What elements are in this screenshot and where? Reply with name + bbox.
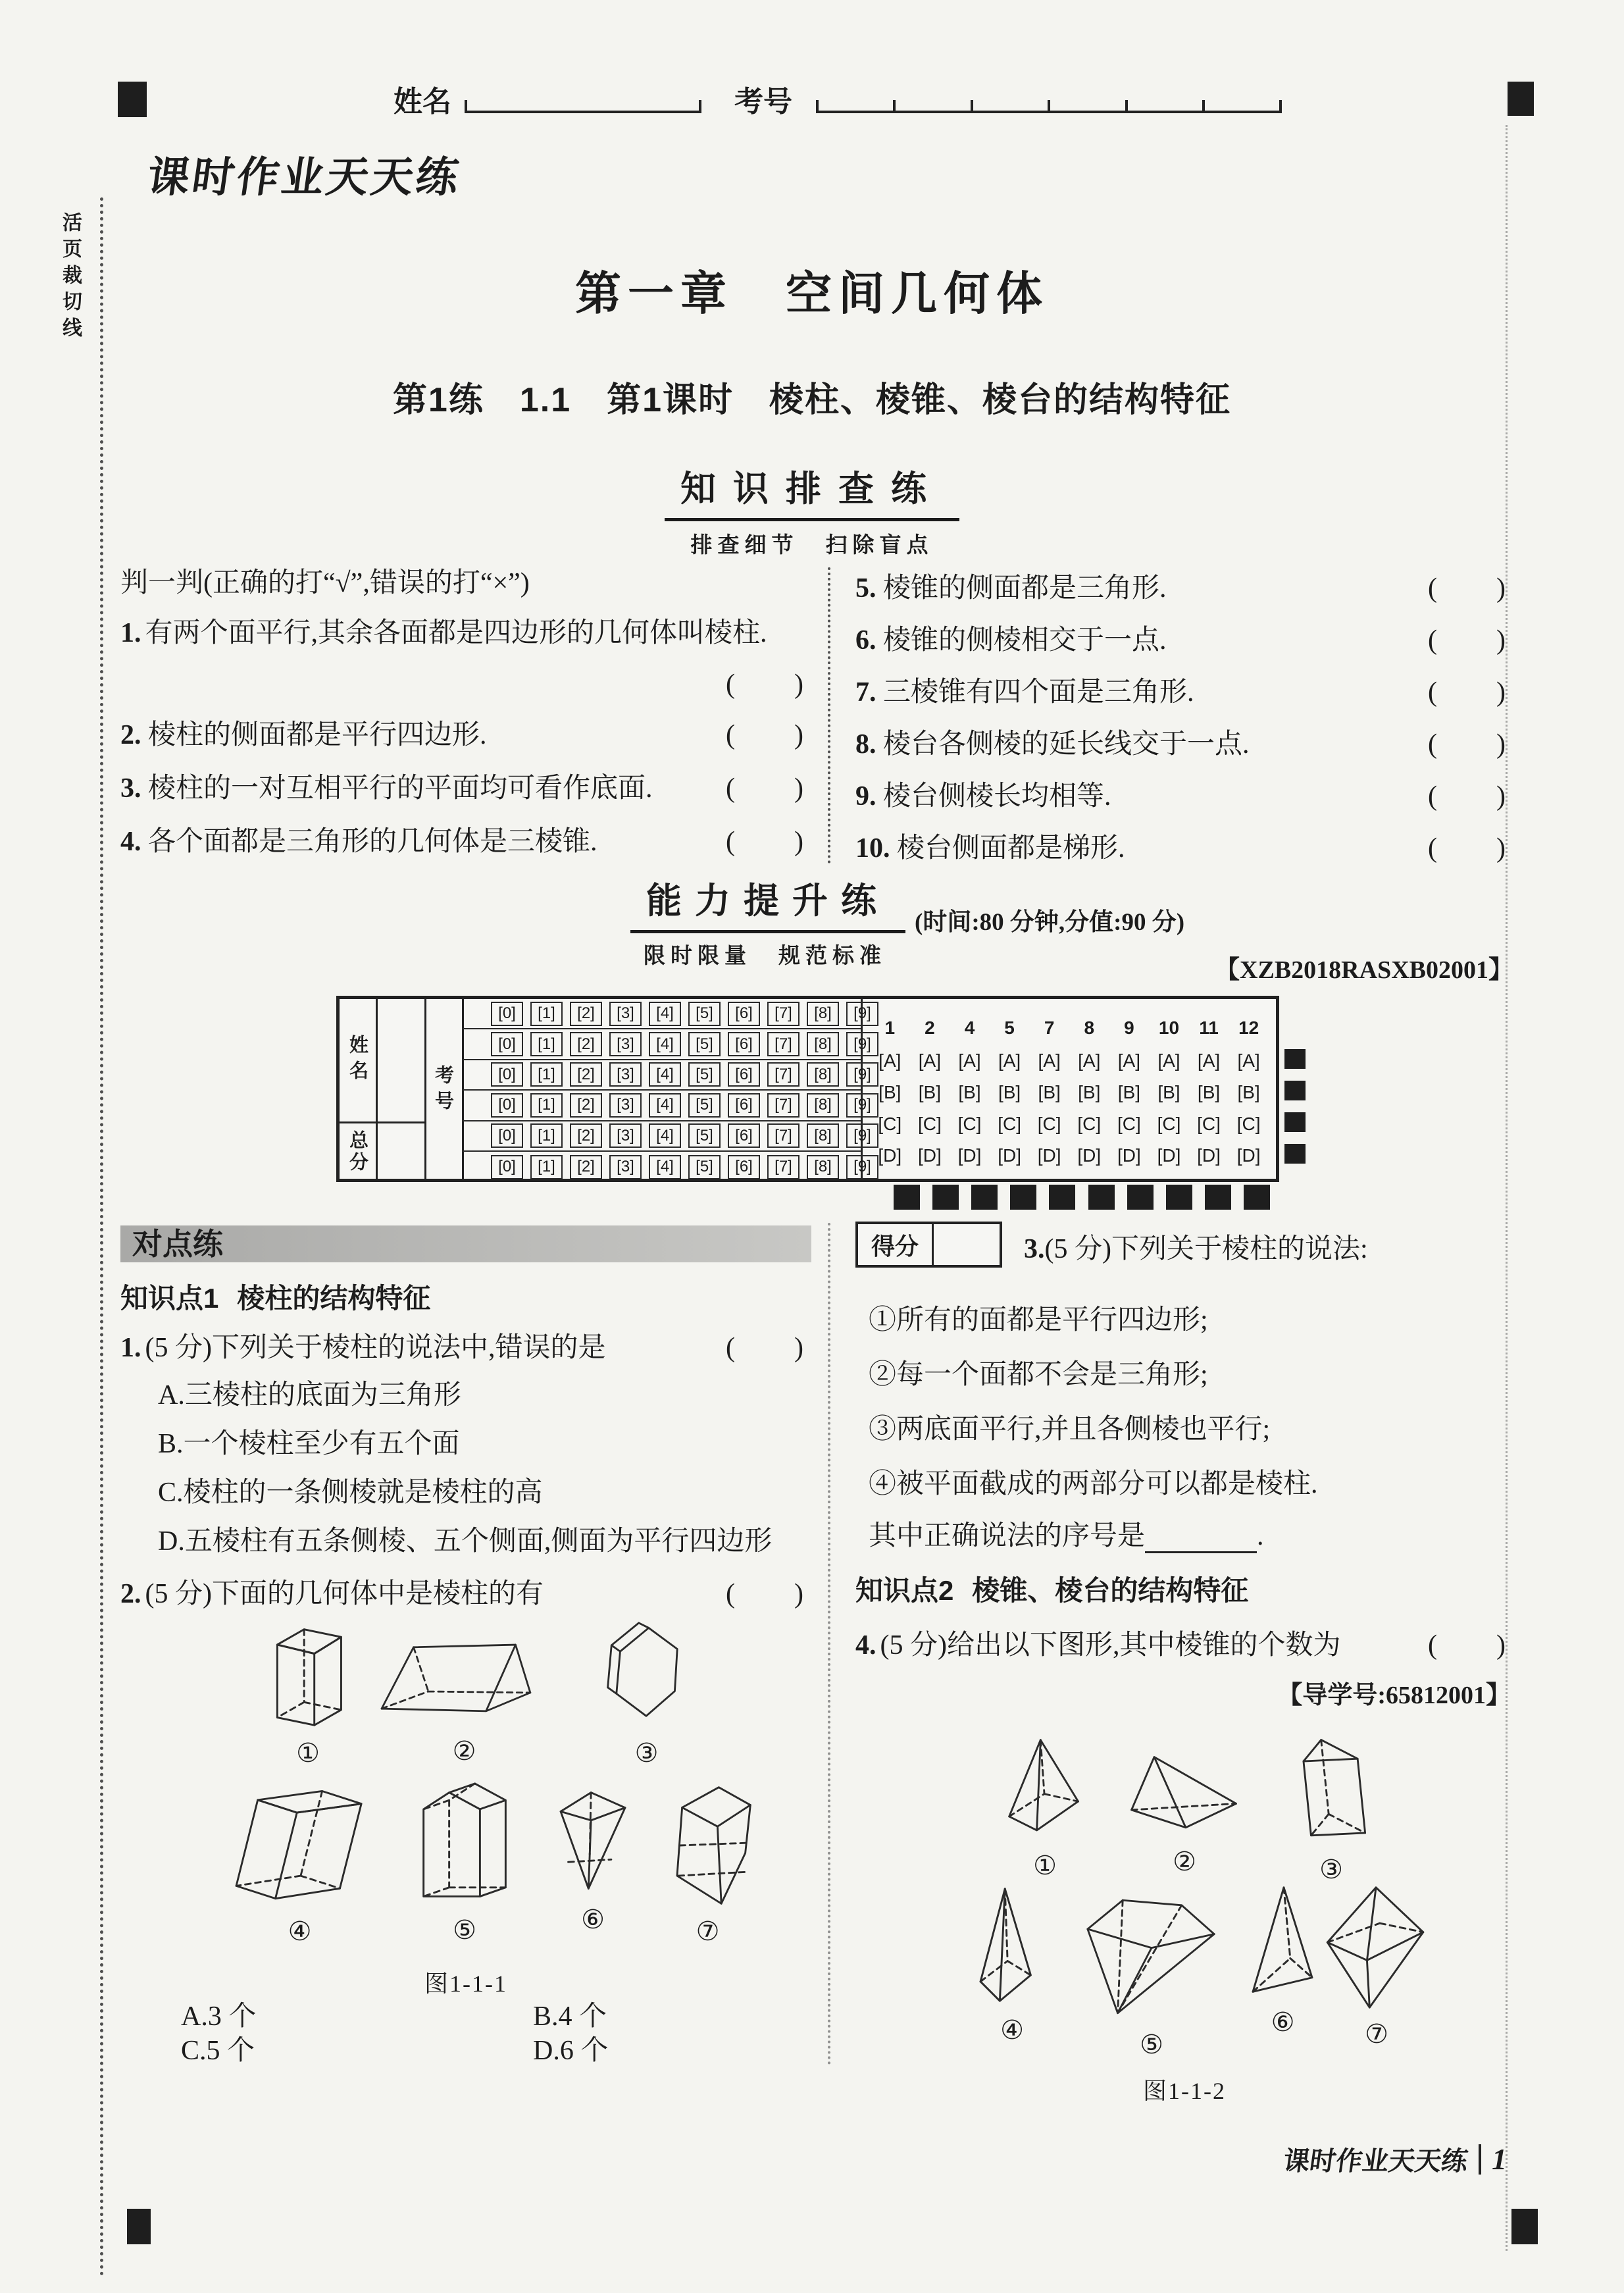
answer-bracket[interactable]: ( ) bbox=[726, 669, 805, 700]
digit-bubble[interactable]: [9] bbox=[846, 1032, 878, 1056]
section1-subtitle: 排查细节 扫除盲点 bbox=[690, 534, 934, 557]
score-value-cell[interactable] bbox=[934, 1224, 1000, 1265]
option-bubble-c[interactable]: [C] bbox=[918, 1114, 942, 1134]
option-bubble-d[interactable]: [D] bbox=[1157, 1145, 1181, 1166]
timing-mark bbox=[1284, 1049, 1306, 1069]
digit-bubble[interactable]: [9] bbox=[846, 1155, 878, 1179]
figure-1-caption: 图1-1-1 bbox=[424, 1971, 507, 1997]
question-number: 10 bbox=[1158, 1018, 1180, 1038]
digit-bubble[interactable]: [0] bbox=[491, 1032, 523, 1056]
question-number: 4 bbox=[964, 1018, 975, 1038]
digit-bubble[interactable]: [1] bbox=[530, 1062, 563, 1087]
tf-question: 7. 三棱锥有四个面是三角形. ( ) bbox=[855, 670, 1507, 722]
question-number: 11 bbox=[1199, 1018, 1219, 1038]
question-2: 2. (5 分)下面的几何体中是棱柱的有 ( ) bbox=[120, 1572, 805, 1611]
digit-bubble[interactable]: [5] bbox=[688, 1093, 721, 1118]
tf-question: 2. 棱柱的侧面都是平行四边形. ( ) bbox=[120, 713, 805, 766]
digit-bubble[interactable]: [0] bbox=[491, 1062, 523, 1087]
figure-label: ④ bbox=[288, 1917, 312, 1946]
figure-group-1 bbox=[120, 1618, 811, 1996]
option-bubble-b[interactable]: [B] bbox=[918, 1082, 941, 1102]
answer-bracket[interactable]: ( ) bbox=[726, 773, 805, 804]
duidian-bar bbox=[120, 1225, 811, 1262]
name-input-line[interactable] bbox=[465, 84, 701, 113]
digit-bubble[interactable]: [7] bbox=[767, 1155, 799, 1179]
footer-divider bbox=[1479, 2144, 1481, 2175]
tf-question: 10. 棱台侧面都是梯形. ( ) bbox=[855, 826, 1507, 878]
section2-subtitle: 限时限量 规范标准 bbox=[644, 944, 886, 968]
digit-bubble[interactable]: [2] bbox=[570, 1062, 602, 1087]
registration-mark bbox=[118, 82, 147, 117]
figure-label: ⑤ bbox=[1140, 2030, 1163, 2059]
option-bubble-c[interactable]: [C] bbox=[1077, 1114, 1102, 1134]
digit-bubble[interactable]: [7] bbox=[767, 1032, 799, 1056]
digit-bubble[interactable]: [7] bbox=[767, 1002, 799, 1026]
question-number: 5 bbox=[1004, 1018, 1015, 1038]
option[interactable]: C.5 个 bbox=[181, 2036, 255, 2066]
figure-triangular-prism-lying bbox=[367, 1636, 561, 1766]
option-bubble-b[interactable]: [B] bbox=[1117, 1082, 1140, 1102]
option-bubble-d[interactable]: [D] bbox=[1117, 1145, 1141, 1166]
question-2-options bbox=[120, 1994, 811, 2066]
tf-list-left bbox=[120, 713, 805, 873]
figure-label: ⑥ bbox=[581, 1905, 605, 1934]
sheet-name-label: 姓名 bbox=[347, 1035, 368, 1086]
exam-no-label: 考号 bbox=[734, 86, 792, 118]
digit-bubble[interactable]: [1] bbox=[530, 1155, 563, 1179]
lesson-title: 第1练 1.1 第1课时 棱柱、棱锥、棱台的结构特征 bbox=[392, 381, 1232, 419]
figure-label: ⑦ bbox=[1365, 2019, 1388, 2049]
name-label: 姓名 bbox=[393, 86, 451, 118]
figure-label: ④ bbox=[1000, 2015, 1024, 2045]
tf-question: 9. 棱台侧棱长均相等. ( ) bbox=[855, 774, 1507, 826]
figure-label: ⑤ bbox=[453, 1915, 476, 1945]
tf-question: 4. 各个面都是三角形的几何体是三棱锥. ( ) bbox=[120, 819, 805, 873]
option-bubble-a[interactable]: [A] bbox=[998, 1050, 1021, 1071]
digit-bubble[interactable]: [6] bbox=[728, 1155, 760, 1179]
digit-bubble[interactable]: [8] bbox=[807, 1062, 839, 1087]
column-divider bbox=[828, 1223, 830, 2065]
option-bubble-a[interactable]: [A] bbox=[1078, 1050, 1101, 1071]
digit-bubble[interactable]: [2] bbox=[570, 1002, 602, 1026]
digit-bubble[interactable]: [8] bbox=[807, 1123, 839, 1148]
digit-bubble[interactable]: [4] bbox=[649, 1002, 681, 1026]
choice-zone bbox=[861, 999, 1279, 1182]
digit-bubble[interactable]: [1] bbox=[530, 1123, 563, 1148]
digit-bubble[interactable]: [2] bbox=[570, 1093, 602, 1118]
timing-mark bbox=[1284, 1112, 1306, 1132]
answer-bracket[interactable]: ( ) bbox=[1428, 1630, 1507, 1661]
digit-bubble[interactable]: [6] bbox=[728, 1062, 760, 1087]
option-row-d bbox=[870, 1145, 1269, 1166]
answer-bracket[interactable]: ( ) bbox=[1428, 729, 1507, 760]
timing-mark bbox=[1284, 1081, 1306, 1100]
figure-irregular-solid bbox=[657, 1782, 759, 1947]
question-number: 12 bbox=[1238, 1018, 1259, 1038]
footer-brand: 课时作业天天练 bbox=[1281, 2147, 1470, 2176]
option-bubble-a[interactable]: [A] bbox=[1237, 1050, 1260, 1071]
answer-bracket[interactable]: ( ) bbox=[1428, 781, 1507, 812]
tf-question: 8. 棱台各侧棱的延长线交于一点. ( ) bbox=[855, 722, 1507, 774]
digit-bubble[interactable]: [8] bbox=[807, 1032, 839, 1056]
section1-header bbox=[0, 461, 1624, 559]
answer-bracket[interactable]: ( ) bbox=[1428, 833, 1507, 863]
tf-question: 3. 棱柱的一对互相平行的平面均可看作底面. ( ) bbox=[120, 766, 805, 819]
option-bubble-a[interactable]: [A] bbox=[1157, 1050, 1180, 1071]
option-row-b bbox=[870, 1082, 1269, 1103]
option-bubble-a[interactable]: [A] bbox=[958, 1050, 981, 1071]
figure-hexagonal-prism bbox=[596, 1622, 698, 1768]
option-bubble-d[interactable]: [D] bbox=[1197, 1145, 1221, 1166]
digit-bubble[interactable]: [4] bbox=[649, 1155, 681, 1179]
figure-octahedron bbox=[1317, 1884, 1436, 2049]
statement: ④被平面截成的两部分可以都是棱柱. bbox=[869, 1469, 1318, 1499]
option-bubble-c[interactable]: [C] bbox=[957, 1114, 982, 1134]
digit-bubble[interactable]: [6] bbox=[728, 1032, 760, 1056]
sheet-total-label: 总分 bbox=[347, 1130, 368, 1173]
brand-title: 课时作业天天练 bbox=[144, 153, 465, 201]
answer-bracket[interactable]: ( ) bbox=[726, 827, 805, 857]
digit-bubble[interactable]: [1] bbox=[530, 1032, 563, 1056]
digit-bubble[interactable]: [0] bbox=[491, 1123, 523, 1148]
knowledge-point-2: 知识点2 棱锥、棱台的结构特征 bbox=[855, 1575, 1249, 1606]
figure-label: ② bbox=[452, 1736, 476, 1766]
figure-label: ⑥ bbox=[1271, 2007, 1295, 2037]
figure-inverted-pyramid bbox=[547, 1786, 639, 1935]
digit-bubble[interactable]: [6] bbox=[728, 1123, 760, 1148]
question-number-row bbox=[870, 1018, 1269, 1039]
answer-bracket[interactable]: ( ) bbox=[1428, 677, 1507, 708]
digit-bubble[interactable]: [1] bbox=[530, 1002, 563, 1026]
question-number: 9 bbox=[1124, 1018, 1134, 1038]
figure-group-2 bbox=[855, 1727, 1513, 2115]
answer-bracket[interactable]: ( ) bbox=[1428, 573, 1507, 604]
digit-bubble[interactable]: [3] bbox=[609, 1123, 642, 1148]
figure-label: ⑦ bbox=[696, 1917, 720, 1946]
digit-bubble[interactable]: [9] bbox=[846, 1123, 878, 1148]
option-bubble-c[interactable]: [C] bbox=[1037, 1114, 1061, 1134]
answer-blank[interactable] bbox=[1145, 1525, 1257, 1553]
statement: ③两底面平行,并且各侧棱也平行; bbox=[869, 1414, 1271, 1445]
figure-prism-tilted bbox=[1282, 1734, 1381, 1885]
option-bubble-c[interactable]: [C] bbox=[1117, 1114, 1141, 1134]
option[interactable]: D.6 个 bbox=[533, 2036, 609, 2066]
figure-label: ① bbox=[1033, 1851, 1057, 1880]
digit-bubble[interactable]: [3] bbox=[609, 1032, 642, 1056]
page-number: 1 bbox=[1492, 2142, 1507, 2176]
option-bubble-d[interactable]: [D] bbox=[1037, 1145, 1061, 1166]
question-number: 7 bbox=[1044, 1018, 1055, 1038]
digit-bubble[interactable]: [0] bbox=[491, 1002, 523, 1026]
question-1: 1. (5 分)下列关于棱柱的说法中,错误的是 ( ) bbox=[120, 1326, 805, 1365]
score-box bbox=[855, 1222, 1002, 1268]
option-bubble-c[interactable]: [C] bbox=[878, 1114, 902, 1134]
sheet-exam-label: 考号 bbox=[432, 1065, 453, 1116]
digit-bubble[interactable]: [1] bbox=[530, 1093, 563, 1118]
digit-bubble[interactable]: [6] bbox=[728, 1002, 760, 1026]
digit-bubble[interactable]: [7] bbox=[767, 1123, 799, 1148]
option-row-c bbox=[870, 1114, 1269, 1135]
digit-bubble[interactable]: [3] bbox=[609, 1155, 642, 1179]
figure-label: ③ bbox=[634, 1738, 659, 1768]
option-bubble-d[interactable]: [D] bbox=[918, 1145, 942, 1166]
option-bubble-a[interactable]: [A] bbox=[1117, 1050, 1140, 1071]
chapter-title: 第一章 空间几何体 bbox=[575, 268, 1049, 319]
option-bubble-a[interactable]: [A] bbox=[1038, 1050, 1061, 1071]
digit-bubble[interactable]: [5] bbox=[688, 1123, 721, 1148]
timing-mark-row bbox=[894, 1185, 1270, 1210]
question-number: 1 bbox=[884, 1018, 896, 1038]
column-divider bbox=[828, 567, 830, 863]
tf-question-1: 1. 有两个面平行,其余各面都是四边形的几何体叫棱柱. bbox=[120, 618, 767, 648]
option-bubble-b[interactable]: [B] bbox=[998, 1082, 1021, 1102]
option-row-a bbox=[870, 1050, 1269, 1071]
figure-label: ② bbox=[1173, 1847, 1196, 1876]
digit-bubble[interactable]: [4] bbox=[649, 1093, 681, 1118]
section1-title: 知识排查练 bbox=[665, 461, 959, 521]
digit-bubble[interactable]: [7] bbox=[767, 1062, 799, 1087]
sheet-name-cell[interactable] bbox=[376, 999, 424, 1182]
time-score-note: (时间:80 分钟,分值:90 分) bbox=[915, 909, 1185, 936]
option[interactable]: D.五棱柱有五条侧棱、五个侧面,侧面为平行四边形 bbox=[158, 1526, 773, 1557]
digit-bubble[interactable]: [9] bbox=[846, 1062, 878, 1087]
section2-title: 能力提升练 bbox=[630, 873, 905, 933]
question-3-statements bbox=[869, 1298, 1507, 1516]
option-bubble-b[interactable]: [B] bbox=[1157, 1082, 1180, 1102]
figure-pyramid-pentagon-inverted bbox=[1076, 1890, 1227, 2060]
figure-cuboid bbox=[259, 1622, 357, 1768]
question-3: 3.(5 分)下列关于棱柱的说法: bbox=[1024, 1234, 1368, 1264]
option[interactable]: B.4 个 bbox=[533, 2001, 607, 2032]
digit-bubble[interactable]: [2] bbox=[570, 1032, 602, 1056]
figure-pyramid-tall bbox=[999, 1736, 1091, 1881]
option-bubble-b[interactable]: [B] bbox=[878, 1082, 901, 1102]
option-bubble-a[interactable]: [A] bbox=[918, 1050, 941, 1071]
digit-bubble[interactable]: [9] bbox=[846, 1002, 878, 1026]
timing-mark bbox=[1284, 1144, 1306, 1164]
option-bubble-c[interactable]: [C] bbox=[1197, 1114, 1221, 1134]
digit-bubble[interactable]: [3] bbox=[609, 1062, 642, 1087]
digit-bubble[interactable]: [8] bbox=[807, 1093, 839, 1118]
figure-label: ① bbox=[296, 1738, 320, 1768]
option-bubble-c[interactable]: [C] bbox=[1236, 1114, 1261, 1134]
option[interactable]: C.棱柱的一条侧棱就是棱柱的高 bbox=[158, 1478, 543, 1508]
omr-answer-sheet bbox=[336, 996, 1279, 1182]
option[interactable]: B.一个棱柱至少有五个面 bbox=[158, 1429, 460, 1459]
option[interactable]: A.3 个 bbox=[181, 2001, 257, 2032]
digit-bubble[interactable]: [8] bbox=[807, 1002, 839, 1026]
answer-bracket[interactable]: ( ) bbox=[1428, 625, 1507, 656]
option-bubble-d[interactable]: [D] bbox=[878, 1145, 902, 1166]
digit-bubble[interactable]: [6] bbox=[728, 1093, 760, 1118]
option-bubble-d[interactable]: [D] bbox=[1236, 1145, 1261, 1166]
figure-tetrahedron-narrow bbox=[1245, 1884, 1321, 2038]
option[interactable]: A.三棱柱的底面为三角形 bbox=[158, 1380, 461, 1410]
digit-bubble[interactable]: [3] bbox=[609, 1093, 642, 1118]
question-number: 2 bbox=[925, 1018, 935, 1038]
figure-tetrahedron-lying bbox=[1122, 1751, 1247, 1877]
score-label: 得分 bbox=[858, 1224, 934, 1265]
answer-bracket[interactable]: ( ) bbox=[726, 720, 805, 750]
registration-mark bbox=[1511, 2209, 1538, 2244]
digit-bubble[interactable]: [3] bbox=[609, 1002, 642, 1026]
digit-bubble[interactable]: [4] bbox=[649, 1123, 681, 1148]
answer-bracket[interactable]: ( ) bbox=[726, 1579, 805, 1609]
figure-label: ③ bbox=[1319, 1855, 1343, 1884]
registration-mark bbox=[1508, 82, 1534, 116]
option-bubble-b[interactable]: [B] bbox=[1078, 1082, 1101, 1102]
question-1-options bbox=[158, 1373, 809, 1568]
option-bubble-a[interactable]: [A] bbox=[1197, 1050, 1221, 1071]
page-footer bbox=[1053, 2140, 1507, 2178]
option-bubble-a[interactable]: [A] bbox=[878, 1050, 901, 1071]
figure-oblique-prism bbox=[222, 1782, 377, 1947]
option-bubble-b[interactable]: [B] bbox=[1237, 1082, 1260, 1102]
paper-code: 【XZB2018RASXB02001】 bbox=[1215, 956, 1513, 984]
digit-bubble[interactable]: [9] bbox=[846, 1093, 878, 1118]
digit-bubble[interactable]: [8] bbox=[807, 1155, 839, 1179]
question-3-answer-line: 其中正确说法的序号是 . bbox=[869, 1514, 1264, 1553]
cut-line-label: 活页裁切线 bbox=[59, 212, 81, 344]
digit-bubble[interactable]: [2] bbox=[570, 1123, 602, 1148]
question-4: 4. (5 分)给出以下图形,其中棱锥的个数为 ( ) bbox=[855, 1623, 1507, 1662]
exam-number-digit-grid bbox=[462, 999, 871, 1182]
intro-line: 判一判(正确的打“√”,错误的打“×”) bbox=[120, 568, 530, 598]
figure-pyramid-narrow bbox=[973, 1885, 1052, 2046]
duidian-label: 对点练 bbox=[132, 1227, 223, 1261]
statement: ①所有的面都是平行四边形; bbox=[869, 1305, 1208, 1335]
digit-bubble[interactable]: [7] bbox=[767, 1093, 799, 1118]
option-bubble-c[interactable]: [C] bbox=[998, 1114, 1021, 1134]
exam-no-input-line[interactable] bbox=[816, 84, 1282, 113]
question-number: 8 bbox=[1084, 1018, 1095, 1038]
knowledge-point-1: 知识点1 棱柱的结构特征 bbox=[120, 1283, 431, 1314]
tf-question: 5. 棱锥的侧面都是三角形. ( ) bbox=[855, 566, 1507, 618]
tf-question: 6. 棱锥的侧棱相交于一点. ( ) bbox=[855, 618, 1507, 670]
option-bubble-b[interactable]: [B] bbox=[958, 1082, 981, 1102]
digit-bubble[interactable]: [5] bbox=[688, 1032, 721, 1056]
digit-bubble[interactable]: [5] bbox=[688, 1062, 721, 1087]
option-bubble-c[interactable]: [C] bbox=[1157, 1114, 1181, 1134]
option-bubble-d[interactable]: [D] bbox=[1077, 1145, 1102, 1166]
answer-bracket[interactable]: ( ) bbox=[726, 1333, 805, 1363]
digit-bubble[interactable]: [0] bbox=[491, 1155, 523, 1179]
registration-mark bbox=[127, 2209, 151, 2244]
figure-2-caption: 图1-1-2 bbox=[1143, 2078, 1226, 2104]
digit-bubble[interactable]: [0] bbox=[491, 1093, 523, 1118]
digit-bubble[interactable]: [5] bbox=[688, 1002, 721, 1026]
section2-header bbox=[630, 873, 905, 969]
statement: ②每一个面都不会是三角形; bbox=[869, 1360, 1208, 1390]
guide-code: 【导学号:65812001】 bbox=[1277, 1682, 1511, 1709]
figure-pentagonal-prism bbox=[409, 1782, 520, 1945]
tf-list-right bbox=[855, 566, 1507, 878]
option-bubble-b[interactable]: [B] bbox=[1038, 1082, 1061, 1102]
digit-bubble[interactable]: [4] bbox=[649, 1062, 681, 1087]
option-bubble-d[interactable]: [D] bbox=[957, 1145, 982, 1166]
digit-bubble[interactable]: [5] bbox=[688, 1155, 721, 1179]
option-bubble-b[interactable]: [B] bbox=[1197, 1082, 1221, 1102]
digit-bubble[interactable]: [2] bbox=[570, 1155, 602, 1179]
digit-bubble[interactable]: [4] bbox=[649, 1032, 681, 1056]
option-bubble-d[interactable]: [D] bbox=[998, 1145, 1021, 1166]
